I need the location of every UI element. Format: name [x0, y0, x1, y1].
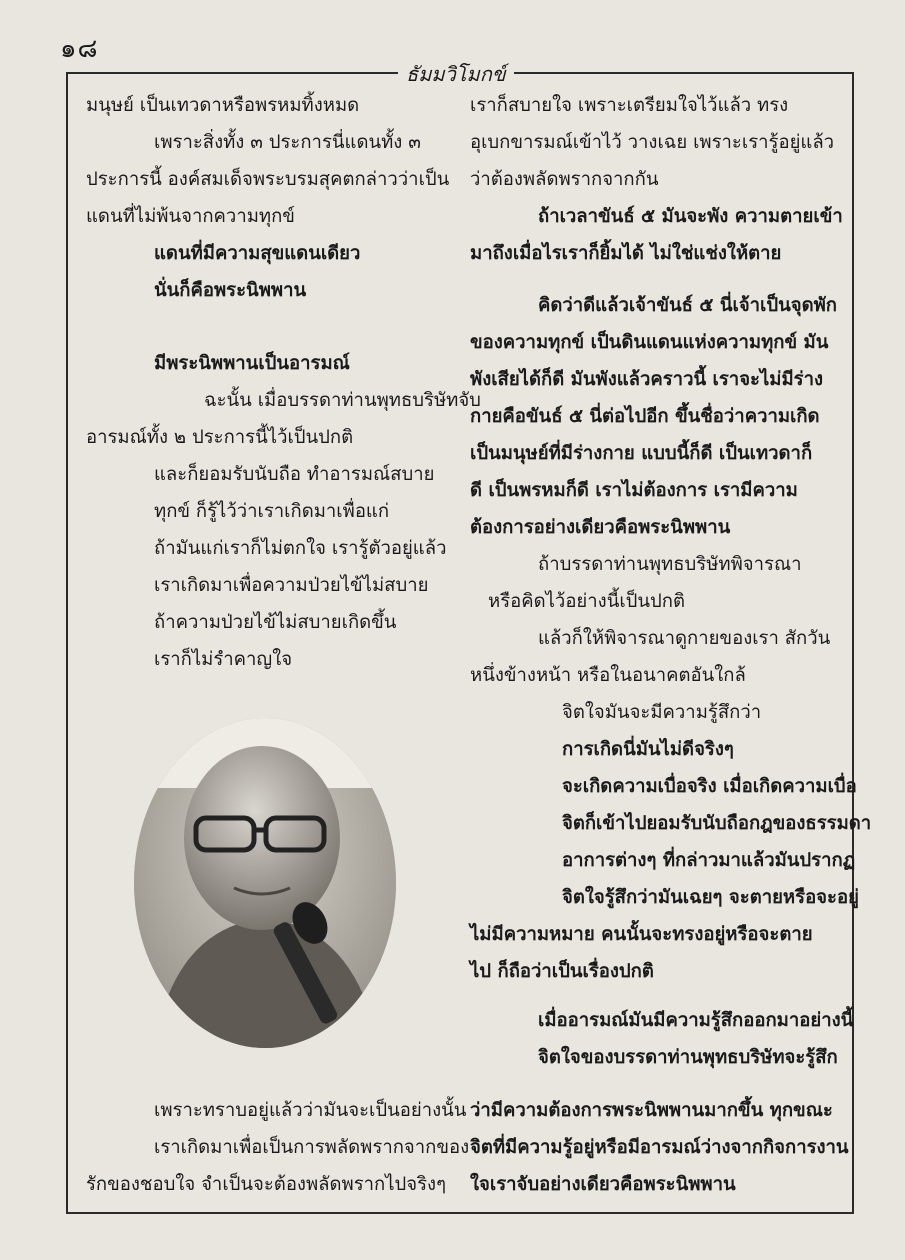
text-line: ไป ก็ถือว่าเป็นเรื่องปกติ: [470, 961, 654, 982]
text-line: เราเกิดมาเพื่อเป็นการพลัดพรากจากของ: [154, 1137, 470, 1158]
text-line: ว่าต้องพลัดพรากจากกัน: [470, 169, 659, 190]
text-line: ไม่มีความหมาย คนนั้นจะทรงอยู่หรือจะตาย: [470, 924, 813, 945]
text-line: มีพระนิพพานเป็นอารมณ์: [154, 353, 350, 374]
text-line: ของความทุกข์ เป็นดินแดนแห่งความทุกข์ มัน: [470, 332, 829, 353]
text-line: อารมณ์ทั้ง ๒ ประการนี้ไว้เป็นปกติ: [86, 427, 354, 448]
text-line: กายคือขันธ์ ๕ นี่ต่อไปอีก ขึ้นชื่อว่าความเกิด: [470, 406, 820, 427]
text-line: ใจเราจับอย่างเดียวคือพระนิพพาน: [470, 1174, 736, 1195]
text-line: ประการนี้ องค์สมเด็จพระบรมสุคตกล่าวว่าเป็น: [86, 169, 450, 190]
monk-portrait-illustration: [134, 718, 396, 1048]
text-line: ถ้ามันแก่เราก็ไม่ตกใจ เรารู้ตัวอยู่แล้ว: [154, 538, 447, 559]
text-line: จะเกิดความเบื่อจริง เมื่อเกิดความเบื่อ: [562, 776, 857, 797]
text-line: คิดว่าดีแล้วเจ้าขันธ์ ๕ นี่เจ้าเป็นจุดพัก: [538, 295, 838, 316]
text-line: แดนที่ไม่พ้นจากความทุกข์: [86, 206, 295, 227]
text-line: รักของชอบใจ จำเป็นจะต้องพลัดพรากไปจริงๆ: [86, 1174, 447, 1195]
text-line: เมื่ออารมณ์มันมีความรู้สึกออกมาอย่างนี้: [538, 1010, 854, 1031]
text-line: ถ้าบรรดาท่านพุทธบริษัทพิจารณา: [538, 554, 802, 575]
text-line: ฉะนั้น เมื่อบรรดาท่านพุทธบริษัทจับ: [204, 390, 481, 411]
text-line: หนึ่งข้างหน้า หรือในอนาคตอันใกล้: [470, 665, 746, 686]
text-line: เพราะสิ่งทั้ง ๓ ประการนี่แดนทั้ง ๓: [154, 132, 421, 153]
text-line: พังเสียได้ก็ดี มันพังแล้วคราวนี้ เราจะไม่มีร่าง: [470, 369, 824, 390]
monk-portrait-photo: [134, 718, 396, 1048]
text-line: มนุษย์ เป็นเทวดาหรือพรหมทิ้งหมด: [86, 95, 360, 116]
text-line: ดี เป็นพรหมก็ดี เราไม่ต้องการ เรามีความ: [470, 480, 798, 501]
text-line: อาการต่างๆ ที่กล่าวมาแล้วมันปรากฏ: [562, 850, 856, 871]
text-line: เราเกิดมาเพื่อความป่วยไข้ไม่สบาย: [154, 575, 429, 596]
text-line: นั่นก็คือพระนิพพาน: [154, 280, 307, 301]
text-line: เราก็ไม่รำคาญใจ: [154, 649, 293, 670]
text-line: แดนที่มีความสุขแดนเดียว: [154, 243, 361, 264]
text-line: มาถึงเมื่อไรเราก็ยิ้มได้ ไม่ใช่แช่งให้ตาย: [470, 243, 782, 264]
text-line: ต้องการอย่างเดียวคือพระนิพพาน: [470, 517, 731, 538]
text-line: เราก็สบายใจ เพราะเตรียมใจไว้แล้ว ทรง: [470, 95, 789, 116]
text-line: อุเบกขารมณ์เข้าไว้ วางเฉย เพราะเรารู้อยู่แล้ว: [470, 132, 835, 153]
text-line: ถ้าความป่วยไข้ไม่สบายเกิดขึ้น: [154, 612, 397, 633]
text-line: จิตก็เข้าไปยอมรับนับถือกฎของธรรมดา: [562, 813, 872, 834]
text-line: จิตใจรู้สึกว่ามันเฉยๆ จะตายหรือจะอยู่: [562, 887, 859, 908]
text-line: การเกิดนี่มันไม่ดีจริงๆ: [562, 739, 734, 760]
text-line: เพราะทราบอยู่แล้วว่ามันจะเป็นอย่างนั้น: [154, 1100, 467, 1121]
text-line: จิตใจมันจะมีความรู้สึกว่า: [562, 702, 762, 723]
running-title: ธัมมวิโมกข์: [398, 58, 514, 90]
text-line: ทุกข์ ก็รู้ไว้ว่าเราเกิดมาเพื่อแก่: [154, 501, 390, 522]
page-number: ๑๘: [60, 34, 99, 64]
text-line: ถ้าเวลาขันธ์ ๕ มันจะพัง ความตายเข้า: [538, 206, 843, 227]
text-line: และก็ยอมรับนับถือ ทำอารมณ์สบาย: [154, 464, 435, 485]
text-line: ว่ามีความต้องการพระนิพพานมากขึ้น ทุกขณะ: [470, 1100, 833, 1121]
text-line: จิตที่มีความรู้อยู่หรือมีอารมณ์ว่างจากกิจการงาน: [470, 1137, 849, 1158]
text-line: จิตใจของบรรดาท่านพุทธบริษัทจะรู้สึก: [538, 1047, 838, 1068]
text-line: เป็นมนุษย์ที่มีร่างกาย แบบนี้ก็ดี เป็นเทวดาก็: [470, 443, 813, 464]
text-line: แล้วก็ให้พิจารณาดูกายของเรา สักวัน: [538, 628, 831, 649]
text-line: หรือคิดไว้อย่างนี้เป็นปกติ: [488, 591, 686, 612]
